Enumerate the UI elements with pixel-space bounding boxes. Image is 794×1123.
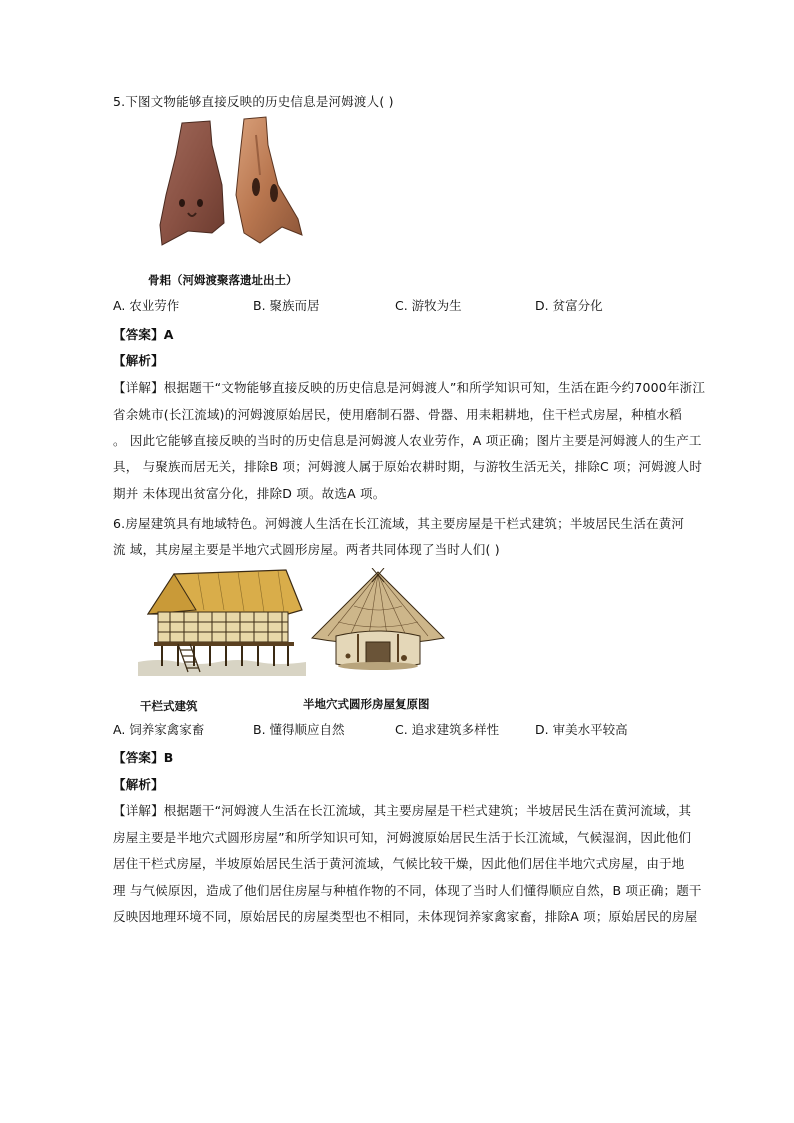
q6-answer: 【答案】B <box>113 750 174 765</box>
q6-option-b[interactable]: B. 懂得顺应自然 <box>253 722 345 737</box>
q5-stem: 5.下图文物能够直接反映的历史信息是河姆渡人( ) <box>113 94 394 109</box>
q6-analysis-label: 【解析】 <box>113 777 164 792</box>
q5-option-a[interactable]: A. 农业劳作 <box>113 298 180 313</box>
q5-option-d[interactable]: D. 贫富分化 <box>535 298 603 313</box>
q5-image-caption: 骨耜（河姆渡聚落遗址出土） <box>148 273 298 287</box>
q5-analysis-label: 【解析】 <box>113 353 164 368</box>
q6-stem-line: 6.房屋建筑具有地域特色。河姆渡人生活在长江流域，其主要房屋是干栏式建筑；半坡居民生活在黄河 <box>113 516 685 531</box>
q5-detail-line: 期并 未体现出贫富分化，排除D 项。故选A 项。 <box>113 486 386 501</box>
q6-option-c[interactable]: C. 追求建筑多样性 <box>395 722 500 737</box>
q6-stem-line: 流 域，其房屋主要是半地穴式圆形房屋。两者共同体现了当时人们( ) <box>113 542 500 557</box>
q5-option-b[interactable]: B. 聚族而居 <box>253 298 320 313</box>
q6-detail-line: 房屋主要是半地穴式圆形房屋”和所学知识可知，河姆渡原始居民生活于长江流域，气候湿润，因此他们 <box>113 830 692 845</box>
stilt-house-image <box>138 566 306 676</box>
q6-option-d[interactable]: D. 审美水平较高 <box>535 722 628 737</box>
q6-right-caption: 半地穴式圆形房屋复原图 <box>303 697 430 711</box>
q5-detail-line: 具， 与聚族而居无关，排除B 项；河姆渡人属于原始农耕时期，与游牧生活无关，排除C 项；河姆渡人时 <box>113 459 703 474</box>
q6-detail-line: 理 与气候原因，造成了他们居住房屋与种植作物的不同，体现了当时人们懂得顺应自然，B 项正确；题干 <box>113 883 702 898</box>
round-house-image <box>308 568 448 674</box>
q5-detail-line: 【详解】根据题干“文物能够直接反映的历史信息是河姆渡人”和所学知识可知，生活在距今约7000年浙江 <box>113 380 706 395</box>
q5-option-c[interactable]: C. 游牧为生 <box>395 298 462 313</box>
q6-detail-line: 居住干栏式房屋，半坡原始居民生活于黄河流域，气候比较干燥，因此他们居住半地穴式房屋，由于地 <box>113 856 685 871</box>
q6-left-caption: 干栏式建筑 <box>140 699 198 713</box>
q5-answer: 【答案】A <box>113 327 174 342</box>
bone-spade-image <box>152 115 304 250</box>
q6-detail-line: 【详解】根据题干“河姆渡人生活在长江流域，其主要房屋是干栏式建筑；半坡居民生活在黄河流域，其 <box>113 803 692 818</box>
q6-detail-line: 反映因地理环境不同，原始居民的房屋类型也不相同，未体现饲养家禽家畜，排除A 项；原始居民的房屋 <box>113 909 698 924</box>
q6-option-a[interactable]: A. 饲养家禽家畜 <box>113 722 205 737</box>
q5-detail-line: 。 因此它能够直接反映的当时的历史信息是河姆渡人农业劳作，A 项正确；图片主要是河姆渡人的生产工 <box>113 433 702 448</box>
q5-detail-line: 省余姚市(长江流域)的河姆渡原始居民，使用磨制石器、骨器、用耒耜耕地，住干栏式房屋，种植水稻 <box>113 407 682 422</box>
